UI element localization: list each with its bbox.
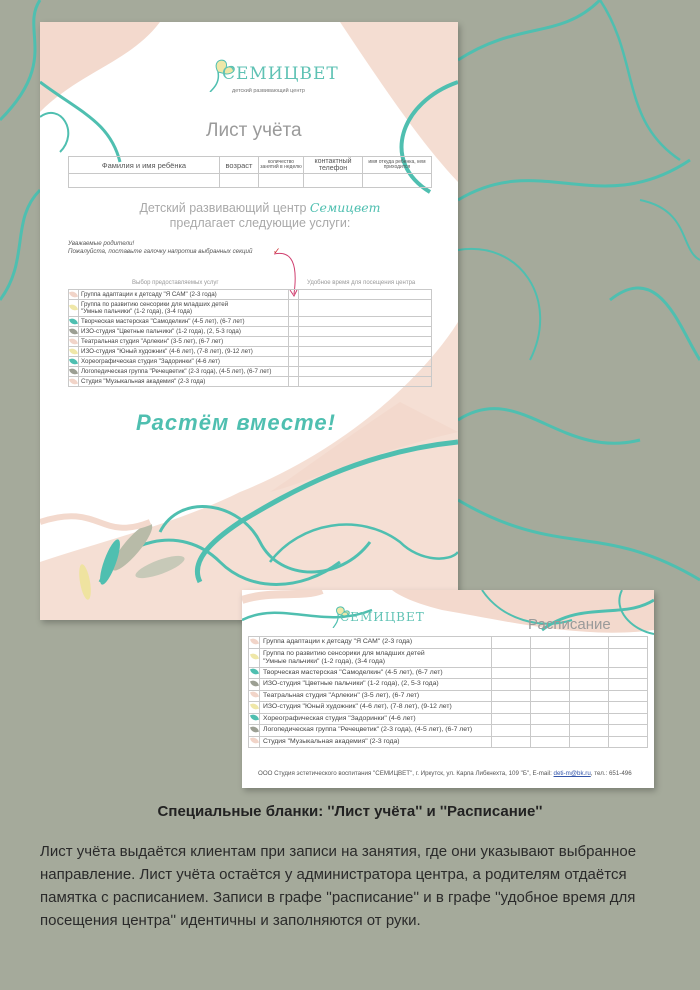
schedule-service-name: Логопедическая группа "Речецветик" (2-3 года), (4-5 лет), (6-7 лет) [260, 725, 492, 737]
registration-sheet [40, 22, 458, 620]
leaf-icon [250, 713, 259, 722]
service-name: ИЗО-студия "Юный художник" (4-6 лет), (7-8 лет), (9-12 лет) [79, 347, 289, 357]
service-leaf-cell [69, 337, 79, 347]
schedule-slot-cell[interactable] [609, 679, 648, 691]
note-line2: Пожалуйста, поставьте галочку напротив выбранных секций [68, 247, 253, 255]
service-row [69, 357, 432, 367]
sheet2-logo-name: СЕМИЦВЕТ [340, 610, 425, 624]
schedule-row [249, 690, 648, 702]
sheet1-title: Лист учёта [206, 120, 302, 141]
service-row [69, 327, 432, 337]
schedule-service-name: Творческая мастерская "Самоделкин" (4-5 лет), (6-7 лет) [260, 667, 492, 679]
schedule-slot-cell[interactable] [492, 725, 531, 737]
service-checkbox[interactable] [289, 317, 299, 327]
schedule-slot-cell[interactable] [570, 648, 609, 667]
reg-header-lessons: количество занятий в неделю [259, 157, 304, 174]
schedule-leaf-cell [249, 690, 260, 702]
service-row [69, 290, 432, 300]
schedule-sheet [242, 590, 654, 788]
schedule-slot-cell[interactable] [570, 736, 609, 748]
reg-cell-parent[interactable] [363, 174, 432, 188]
reg-cell-name[interactable] [69, 174, 220, 188]
schedule-row [249, 702, 648, 714]
schedule-slot-cell[interactable] [609, 648, 648, 667]
leaf-icon [250, 679, 259, 688]
service-time-cell[interactable] [299, 337, 432, 347]
service-row [69, 337, 432, 347]
registration-table [68, 156, 432, 188]
schedule-slot-cell[interactable] [492, 679, 531, 691]
service-leaf-cell [69, 377, 79, 387]
schedule-slot-cell[interactable] [531, 736, 570, 748]
schedule-slot-cell[interactable] [531, 637, 570, 649]
intro-line1: Детский развивающий центр [139, 201, 307, 215]
parents-note [68, 240, 252, 255]
schedule-slot-cell[interactable] [531, 713, 570, 725]
schedule-service-name: Группа адаптации к детсаду "Я САМ" (2-3 года) [260, 637, 492, 649]
schedule-slot-cell[interactable] [531, 648, 570, 667]
footer-text: ООО Студия эстетического воспитания "СЕМИЦВЕТ", г. Иркутск, ул. Карла Либкнехта, 109 "Б", E-mail: [258, 770, 552, 777]
schedule-slot-cell[interactable] [492, 736, 531, 748]
reg-cell-phone[interactable] [304, 174, 363, 188]
service-checkbox[interactable] [289, 357, 299, 367]
schedule-slot-cell[interactable] [609, 702, 648, 714]
service-time-cell[interactable] [299, 367, 432, 377]
leaf-icon [69, 367, 78, 376]
schedule-slot-cell[interactable] [492, 648, 531, 667]
service-leaf-cell [69, 347, 79, 357]
leaf-icon [69, 377, 78, 386]
service-row [69, 317, 432, 327]
schedule-leaf-cell [249, 713, 260, 725]
schedule-row [249, 736, 648, 748]
schedule-service-name: ИЗО-студия "Юный художник" (4-6 лет), (7-8 лет), (9-12 лет) [260, 702, 492, 714]
service-leaf-cell [69, 327, 79, 337]
schedule-row [249, 713, 648, 725]
schedule-slot-cell[interactable] [609, 637, 648, 649]
service-checkbox[interactable] [289, 347, 299, 357]
schedule-slot-cell[interactable] [492, 713, 531, 725]
schedule-slot-cell[interactable] [570, 702, 609, 714]
service-row [69, 367, 432, 377]
leaf-icon [69, 317, 78, 326]
checkmark-icon: ✓ [273, 246, 281, 256]
leaf-icon [250, 667, 259, 676]
schedule-service-name: Театральная студия "Арлекин" (3-5 лет), (6-7 лет) [260, 690, 492, 702]
schedule-service-name: Хореографическая студия "Задоринки" (4-6 лет) [260, 713, 492, 725]
service-name: Творческая мастерская "Самоделкин" (4-5 лет), (6-7 лет) [79, 317, 289, 327]
reg-header-age: возраст [220, 157, 259, 174]
reg-cell-age[interactable] [220, 174, 259, 188]
schedule-slot-cell[interactable] [492, 667, 531, 679]
service-name: ИЗО-студия "Цветные пальчики" (1-2 года), (2, 5-3 года) [79, 327, 289, 337]
leaf-icon [250, 725, 259, 734]
service-time-cell[interactable] [299, 347, 432, 357]
service-time-cell[interactable] [299, 377, 432, 387]
services-column-header: Выбор предоставляемых услуг [132, 280, 219, 286]
service-row [69, 300, 432, 317]
leaf-icon [69, 327, 78, 336]
service-checkbox[interactable] [289, 377, 299, 387]
service-leaf-cell [69, 300, 79, 317]
service-name: Студия "Музыкальная академия" (2-3 года) [79, 377, 289, 387]
service-time-cell[interactable] [299, 290, 432, 300]
schedule-slot-cell[interactable] [492, 702, 531, 714]
schedule-leaf-cell [249, 648, 260, 667]
service-row [69, 347, 432, 357]
note-line1: Уважаемые родители! [68, 240, 135, 247]
leaf-icon [69, 347, 78, 356]
sheet2-footer [258, 770, 632, 777]
schedule-slot-cell[interactable] [531, 725, 570, 737]
reg-header-name: Фамилия и имя ребёнка [69, 157, 220, 174]
schedule-slot-cell[interactable] [492, 690, 531, 702]
schedule-leaf-cell [249, 702, 260, 714]
service-name: Группа по развитию сенсорики для младших детей "Умные пальчики" (1-2 года), (3-4 года) [79, 300, 289, 317]
reg-header-phone: контактный телефон [304, 157, 363, 174]
schedule-slot-cell[interactable] [531, 702, 570, 714]
service-leaf-cell [69, 357, 79, 367]
service-time-cell[interactable] [299, 327, 432, 337]
service-checkbox[interactable] [289, 290, 299, 300]
service-name: Логопедическая группа "Речецветик" (2-3 года), (4-5 лет), (6-7 лет) [79, 367, 289, 377]
service-checkbox[interactable] [289, 300, 299, 317]
service-checkbox[interactable] [289, 367, 299, 377]
leaf-icon [250, 702, 259, 711]
schedule-leaf-cell [249, 637, 260, 649]
leaf-icon [69, 290, 78, 299]
service-time-cell[interactable] [299, 357, 432, 367]
footer-phone: , тел.: 651-496 [590, 770, 632, 777]
services-table [68, 289, 432, 387]
leaf-icon [69, 357, 78, 366]
sheet2-title: Расписание [528, 616, 611, 633]
service-row [69, 377, 432, 387]
schedule-slot-cell[interactable] [531, 679, 570, 691]
time-column-header: Удобное время для посещения центра [307, 280, 416, 286]
leaf-icon [250, 690, 259, 699]
schedule-service-name: Студия "Музыкальная академия" (2-3 года) [260, 736, 492, 748]
leaf-icon [69, 303, 78, 312]
leaf-icon [250, 652, 259, 661]
schedule-leaf-cell [249, 679, 260, 691]
leaf-icon [250, 637, 259, 646]
intro-brand: Семицвет [309, 200, 381, 215]
schedule-slot-cell[interactable] [570, 667, 609, 679]
sheet1-logo-tagline: детский развивающий центр [232, 88, 305, 94]
service-checkbox[interactable] [289, 337, 299, 347]
reg-cell-lessons[interactable] [259, 174, 304, 188]
schedule-slot-cell[interactable] [609, 725, 648, 737]
schedule-slot-cell[interactable] [609, 736, 648, 748]
schedule-slot-cell[interactable] [570, 637, 609, 649]
schedule-row [249, 725, 648, 737]
schedule-slot-cell[interactable] [609, 713, 648, 725]
services-intro [110, 200, 410, 231]
schedule-leaf-cell [249, 725, 260, 737]
sheet1-logo-name: СЕМИЦВЕТ [222, 64, 339, 84]
schedule-row [249, 648, 648, 667]
service-name: Группа адаптации к детсаду "Я САМ" (2-3 года) [79, 290, 289, 300]
slogan: Растём вместе! [136, 410, 336, 435]
reg-header-parent: имя откуда ребенка, кем приходится [363, 157, 432, 174]
service-time-cell[interactable] [299, 317, 432, 327]
description: Лист учёта выдаётся клиентам при записи на занятия, где они указывают выбранное направление. Лист учёта остаётся у администратора центра, а родителям отдаётся памятка с расписанием. Записи в графе ʹʹрасписаниеʹʹ и в графе ʹʹудобное время для посещения центраʹʹ идентичны и заполняются от руки. [40, 843, 637, 929]
schedule-slot-cell[interactable] [609, 667, 648, 679]
schedule-row [249, 637, 648, 649]
leaf-icon [69, 337, 78, 346]
schedule-leaf-cell [249, 667, 260, 679]
schedule-leaf-cell [249, 736, 260, 748]
service-time-cell[interactable] [299, 300, 432, 317]
schedule-service-name: Группа по развитию сенсорики для младших детей "Умные пальчики" (1-2 года), (3-4 года) [260, 648, 492, 667]
schedule-slot-cell[interactable] [531, 690, 570, 702]
schedule-slot-cell[interactable] [609, 690, 648, 702]
schedule-row [249, 679, 648, 691]
schedule-slot-cell[interactable] [570, 690, 609, 702]
schedule-slot-cell[interactable] [492, 637, 531, 649]
schedule-slot-cell[interactable] [570, 713, 609, 725]
sheet2-logo [326, 602, 436, 632]
schedule-slot-cell[interactable] [570, 679, 609, 691]
service-name: Театральная студия "Арлекин" (3-5 лет), (6-7 лет) [79, 337, 289, 347]
schedule-slot-cell[interactable] [531, 667, 570, 679]
caption: Специальные бланки: ʹʹЛист учётаʹʹ и ʹʹРасписаниеʹʹ [157, 803, 543, 820]
schedule-table [248, 636, 648, 748]
service-leaf-cell [69, 290, 79, 300]
intro-line2: предлагает следующие услуги: [169, 216, 351, 230]
schedule-service-name: ИЗО-студия "Цветные пальчики" (1-2 года), (2, 5-3 года) [260, 679, 492, 691]
schedule-row [249, 667, 648, 679]
service-checkbox[interactable] [289, 327, 299, 337]
service-leaf-cell [69, 367, 79, 377]
sheet1-logo [200, 52, 339, 108]
service-name: Хореографическая студия "Задоринки" (4-6 лет) [79, 357, 289, 367]
service-leaf-cell [69, 317, 79, 327]
footer-email[interactable]: deti-m@bk.ru [553, 770, 591, 777]
leaf-icon [250, 736, 259, 745]
schedule-slot-cell[interactable] [570, 725, 609, 737]
